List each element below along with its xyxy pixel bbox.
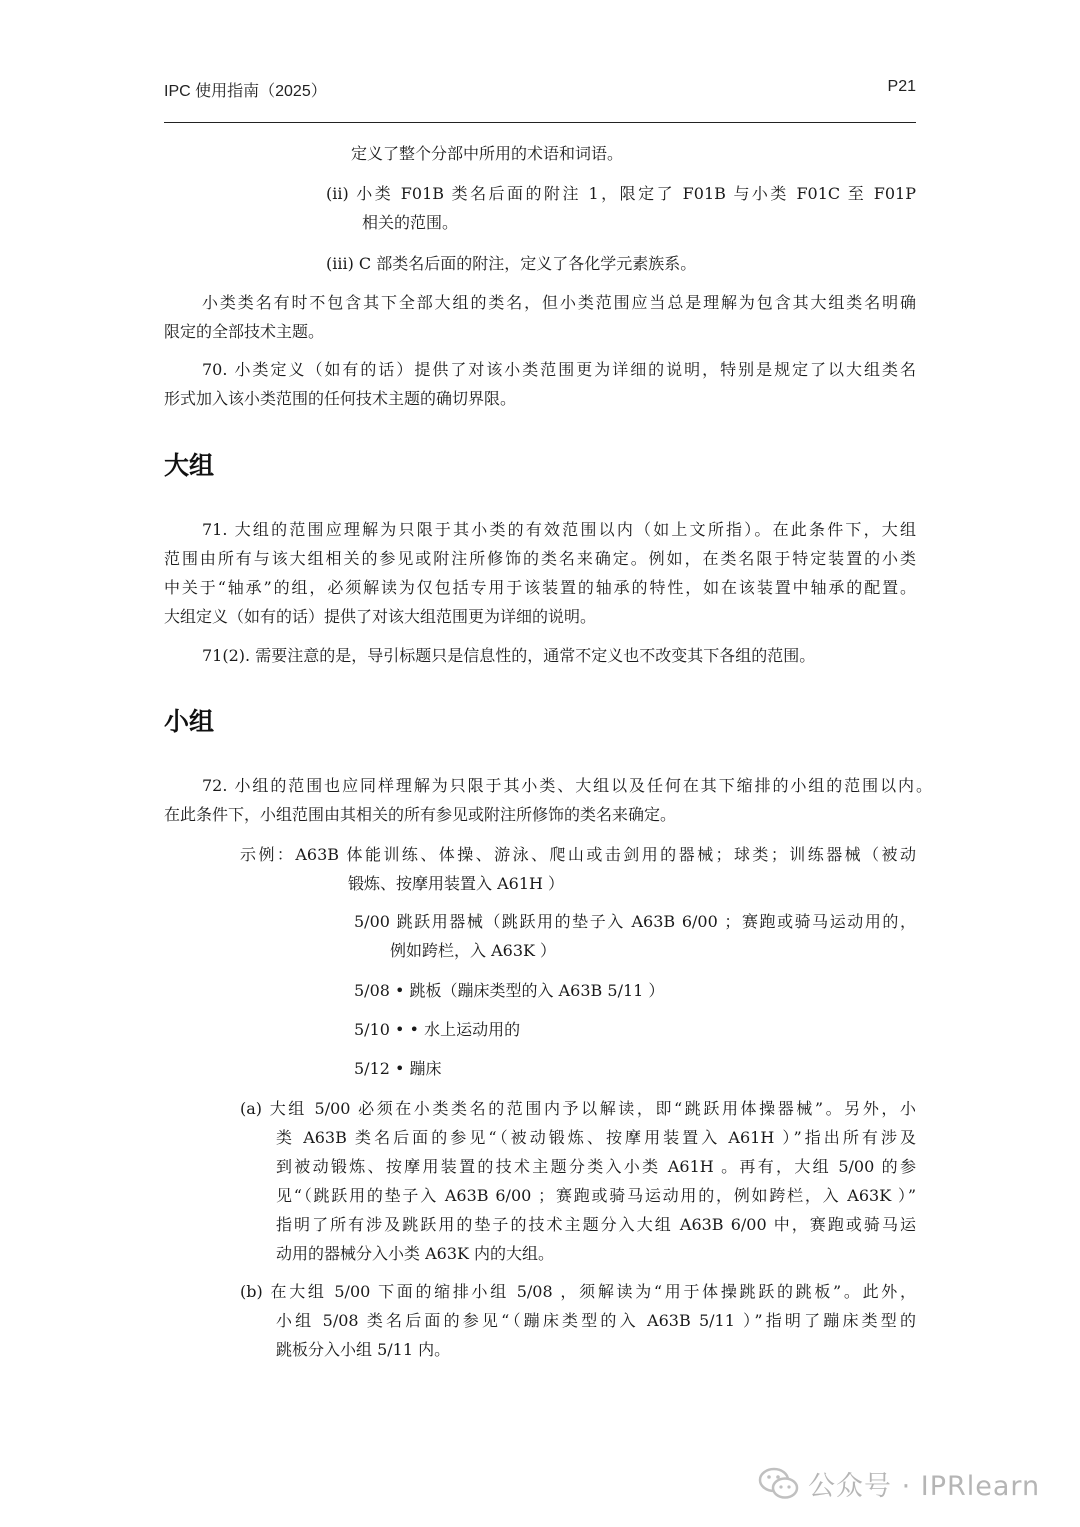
- text-line: (b) 在大组 5/00 下面的缩排小组 5/08 ，须解读为“用于体操跳跃的跳板”。此外，: [240, 1282, 916, 1301]
- section-heading: 小组: [164, 707, 215, 736]
- text-line: 70. 小类定义（如有的话）提供了对该小类范围更为详细的说明，特别是规定了以大组类名: [202, 360, 916, 379]
- text-line: 71. 大组的范围应理解为只限于其小类的有效范围以内（如上文所指）。在此条件下，大组: [202, 520, 916, 539]
- watermark: [758, 1464, 1058, 1504]
- text-line: 形式加入该小类范围的任何技术主题的确切界限。: [164, 389, 517, 408]
- text-line: 类 A63B 类名后面的参见“（被动锻炼、按摩用装置入 A61H ）”指出所有涉及: [276, 1128, 916, 1147]
- text-line: 动用的器械分入小类 A63K 内的大组。: [276, 1244, 555, 1263]
- text-line: 范围由所有与该大组相关的参见或附注所修饰的类名来确定。例如，在类名限于特定装置的小类: [164, 549, 916, 568]
- text-line: 5/08 • 跳板（蹦床类型的入 A63B 5/11 ）: [354, 981, 665, 1000]
- text-line: 指明了所有涉及跳跃用的垫子的技术主题分入大组 A63B 6/00 中，赛跑或骑马运: [276, 1215, 916, 1234]
- text-line: 相关的范围。: [362, 213, 459, 232]
- wechat-icon: [758, 1466, 800, 1502]
- text-line: 到被动锻炼、按摩用装置的技术主题分类入小类 A61H 。再有，大组 5/00 的参: [276, 1157, 916, 1176]
- text-line: 大组定义（如有的话）提供了对该大组范围更为详细的说明。: [164, 607, 597, 626]
- text-line: 5/10 • • 水上运动用的: [354, 1020, 521, 1039]
- header-title: IPC 使用指南（2025）: [164, 83, 327, 100]
- text-line: 限定的全部技术主题。: [164, 322, 325, 341]
- page-number: P21: [887, 78, 916, 95]
- page-header: [164, 78, 916, 102]
- text-line: (a) 大组 5/00 必须在小类类名的范围内予以解读，即“跳跃用体操器械”。另外，小: [240, 1099, 916, 1118]
- text-line: 锻炼、按摩用装置入 A61H ）: [348, 874, 565, 893]
- text-line: 跳板分入小组 5/11 内。: [276, 1340, 451, 1359]
- text-line: 5/00 跳跃用器械（跳跃用的垫子入 A63B 6/00 ；赛跑或骑马运动用的，: [354, 912, 916, 931]
- text-line: 72. 小组的范围也应同样理解为只限于其小类、大组以及任何在其下缩排的小组的范围以内。: [202, 776, 932, 795]
- header-divider: [164, 122, 916, 123]
- section-heading: 大组: [164, 451, 215, 480]
- text-line: 小类类名有时不包含其下全部大组的类名，但小类范围应当总是理解为包含其大组类名明确: [202, 293, 916, 312]
- text-line: (ii) 小类 F01B 类名后面的附注 1，限定了 F01B 与小类 F01C 至 F01P: [326, 184, 916, 203]
- text-line: 见“（跳跃用的垫子入 A63B 6/00 ；赛跑或骑马运动用的，例如跨栏，入 A63K ）”: [276, 1186, 916, 1205]
- text-line: 例如跨栏，入 A63K ）: [390, 941, 557, 960]
- text-line: 示例：A63B 体能训练、体操、游泳、爬山或击剑用的器械；球类；训练器械（被动: [240, 845, 916, 864]
- text-line: 在此条件下，小组范围由其相关的所有参见或附注所修饰的类名来确定。: [164, 805, 677, 824]
- text-line: (iii) C 部类名后面的附注，定义了各化学元素族系。: [326, 254, 697, 273]
- text-line: 定义了整个分部中所用的术语和词语。: [351, 144, 624, 163]
- text-line: 小组 5/08 类名后面的参见“（蹦床类型的入 A63B 5/11 ）”指明了蹦床类型的: [276, 1311, 916, 1330]
- text-line: 71(2). 需要注意的是，导引标题只是信息性的，通常不定义也不改变其下各组的范围。: [202, 646, 816, 665]
- text-line: 中关于“轴承”的组，必须解读为仅包括专用于该装置的轴承的特性，如在该装置中轴承的配置。: [164, 578, 916, 597]
- watermark-text: 公众号 · IPRlearn: [808, 1471, 1041, 1502]
- text-line: 5/12 • 蹦床: [354, 1059, 442, 1078]
